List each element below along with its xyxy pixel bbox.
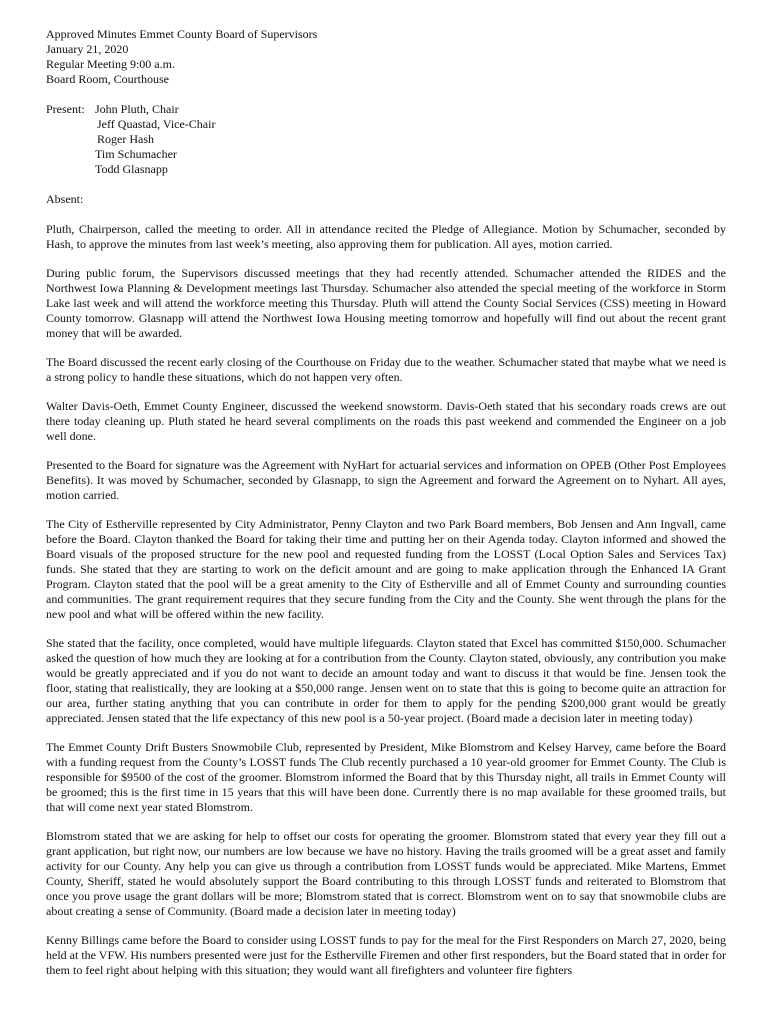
absent-line: [46, 192, 726, 207]
present-members: [95, 102, 215, 177]
header-block: [46, 27, 726, 87]
minutes-document: [46, 27, 726, 992]
paragraph-first-responders: Kenny Billings came before the Board to consider using LOSST funds to pay for the meal for the First Responders on March 27, 2020, being held at the VFW. His numbers presented were just for the Estherville Firemen and other first responders, but the Board stated that in order for them to feel right about helping with this situation; they would want all firefighters and volunteer fire fighters: [46, 933, 726, 977]
paragraph-courthouse-closing: The Board discussed the recent early closing of the Courthouse on Friday due to the weather. Schumacher stated that maybe what we need is a strong policy to handle these situations, which do not happen very often.: [46, 355, 726, 384]
absent-label: Absent:: [46, 192, 84, 206]
member-name: Jeff Quastad, Vice-Chair: [97, 117, 216, 131]
paragraph-pool-contribution: She stated that the facility, once completed, would have multiple lifeguards. Clayton stated that Excel has committed $150,000. Schumacher asked the question of how much they are looking at for a contribution from the County. Clayton stated, obviously, any contribution you make would be greatly appreciated and if you do not want to decide an amount today and want to discuss it that would be fine. Jensen took the floor, stating that realistically, they are looking at a $50,000 range. Jensen went on to state that this is going to become quite an attraction for our area, further stating anything that you can contribute in order for them to apply for the pending $200,000 grant would be greatly appreciated. Jensen stated that the life expectancy of this new pool is a 50-year project. (Board made a decision later in meeting today): [46, 636, 726, 725]
document-title: Approved Minutes Emmet County Board of Supervisors: [46, 27, 318, 41]
paragraph-groomer-costs: Blomstrom stated that we are asking for help to offset our costs for operating the groomer. Blomstrom stated that every year they fill out a grant application, but right now, our numbers are low because we have no history. Having the trails groomed will be a great asset and family activity for our County. Any help you can give us through a contribution from LOSST funds would be appreciated. Mike Martens, Emmet County, Sheriff, stated he would absolutely support the Board contributing to this through LOSST funds and reiterated to Blomstrom that once you prove usage the grant dollars will be more; Blomstrom stated that is correct. Blomstrom went on to say that snowmobile clubs are about creating a sense of Community. (Board made a decision later in meeting today): [46, 829, 726, 918]
present-label: Present:: [46, 102, 85, 116]
paragraph-nyhart-agreement: Presented to the Board for signature was the Agreement with NyHart for actuarial services and information on OPEB (Other Post Employees Benefits). It was moved by Schumacher, seconded by Glasnapp, to sign the Agreement and forward the Agreement on to Nyhart. All ayes, motion carried.: [46, 458, 726, 502]
meeting-location: Board Room, Courthouse: [46, 72, 169, 86]
paragraph-call-to-order: Pluth, Chairperson, called the meeting to order. All in attendance recited the Pledge of Allegiance. Motion by Schumacher, seconded by Hash, to approve the minutes from last week’s meeting, also approving them for publication. All ayes, motion carried.: [46, 222, 726, 251]
member-name: Tim Schumacher: [95, 147, 177, 161]
member-name: Todd Glasnapp: [95, 162, 168, 176]
meeting-type: Regular Meeting 9:00 a.m.: [46, 57, 175, 71]
member-name: Roger Hash: [97, 132, 154, 146]
paragraph-pool-request: The City of Estherville represented by City Administrator, Penny Clayton and two Park Board members, Bob Jensen and Ann Ingvall, came before the Board. Clayton thanked the Board for taking their time and putting her on their Agenda today. Clayton informed and showed the Board visuals of the proposed structure for the new pool and requested funding from the LOSST (Local Option Sales and Services Tax) funds. She stated that they are starting to work on the deficit amount and are going to make application through the Enhanced IA Grant Program. Clayton stated that the pool will be a great amenity to the City of Estherville and all of Emmet County and surrounding counties and communities. The grant requirement requires that they secure funding from the City and the County. She went through the plans for the new pool and what will be offered within the new facility.: [46, 517, 726, 621]
paragraph-public-forum: During public forum, the Supervisors discussed meetings that they had recently attended. Schumacher attended the RIDES and the Northwest Iowa Planning & Development meetings last Thursday. Schumacher also attended the special meeting of the workforce in Storm Lake last week and will attend the workforce meeting this Thursday. Pluth will attend the County Social Services (CSS) meeting in Howard County tomorrow. Glasnapp will attend the Northwest Iowa Housing meeting tomorrow and hopefully will find out about the recent grant money that will be awarded.: [46, 266, 726, 340]
paragraph-engineer-report: Walter Davis-Oeth, Emmet County Engineer, discussed the weekend snowstorm. Davis-Oeth stated that his secondary roads crews are out there today cleaning up. Pluth stated he heard several compliments on the roads this past weekend and commended the Engineer on a job well done.: [46, 399, 726, 443]
paragraph-snowmobile-club: The Emmet County Drift Busters Snowmobile Club, represented by President, Mike Blomstrom and Kelsey Harvey, came before the Board with a funding request from the County’s LOSST funds The Club recently purchased a 10 year-old groomer for Emmet County. The Club is responsible for $9500 of the cost of the groomer. Blomstrom informed the Board that by this Thursday night, all trails in Emmet County will be groomed; this is the first time in 15 years that this will have been done. Currently there is no map available for these groomed trails, but that will come next year stated Blomstrom.: [46, 740, 726, 814]
member-name: John Pluth, Chair: [95, 102, 179, 116]
meeting-date: January 21, 2020: [46, 42, 129, 56]
present-list: [46, 102, 726, 177]
